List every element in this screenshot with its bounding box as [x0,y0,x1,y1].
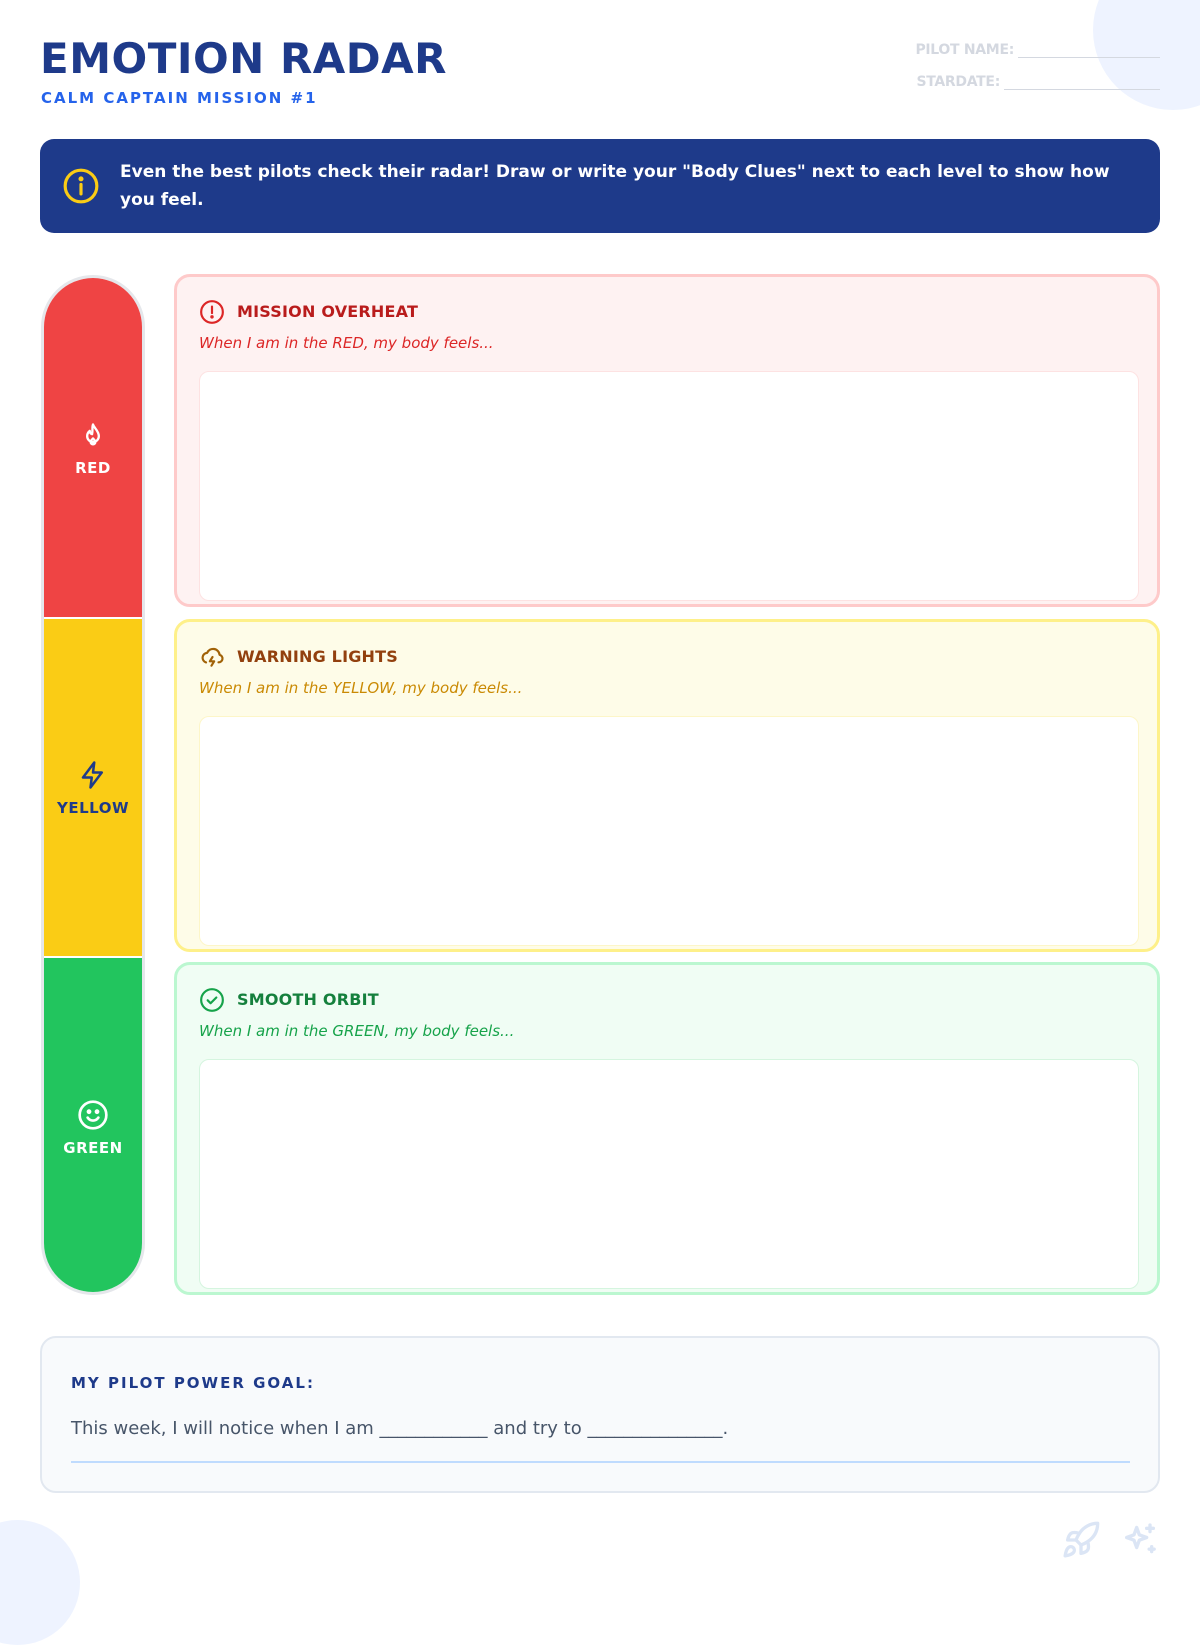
zone-prompt-yellow: When I am in the YELLOW, my body feels... [199,679,523,697]
yellow-response-area[interactable] [199,716,1139,946]
meter-label-green: GREEN [63,1139,123,1157]
lightning-icon [78,759,108,791]
decorative-circle-bottom-left [0,1520,80,1645]
cloud-lightning-icon [199,644,225,670]
info-icon [62,167,100,205]
pilot-name-field[interactable] [915,42,1160,58]
zone-title-green: SMOOTH ORBIT [237,990,379,1009]
zone-prompt-red: When I am in the RED, my body feels... [199,334,494,352]
goal-underline [71,1461,1130,1463]
zone-prompt-green: When I am in the GREEN, my body feels... [199,1022,515,1040]
green-response-area[interactable] [199,1059,1139,1289]
stardate-line[interactable] [1004,77,1160,90]
stardate-field[interactable] [916,74,1160,90]
zone-title-yellow: WARNING LIGHTS [237,647,398,666]
smile-icon [77,1099,109,1131]
zone-card-green [174,962,1160,1295]
alert-circle-icon [199,299,225,325]
goal-heading: MY PILOT POWER GOAL: [71,1374,315,1392]
pilot-name-line[interactable] [1018,45,1160,58]
sparkles-icon [1120,1520,1160,1560]
meter-level-yellow [44,619,142,956]
page-title: EMOTION RADAR [40,34,447,83]
meter-level-green [44,958,142,1295]
instructions-text: Even the best pilots check their radar! Draw or write your "Body Clues" next to each level to show how you feel. [120,162,1110,210]
meter-level-red [44,278,142,617]
zone-card-yellow [174,619,1160,952]
goal-sentence[interactable]: This week, I will notice when I am ____________ and try to _______________. [71,1418,729,1439]
rocket-icon [1061,1520,1101,1560]
pilot-goal-box [40,1336,1160,1493]
flame-icon [79,419,107,451]
page-subtitle: CALM CAPTAIN MISSION #1 [41,89,318,107]
pilot-name-label: PILOT NAME: [915,42,1014,58]
stardate-label: STARDATE: [916,74,1000,90]
emotion-meter [41,275,145,1295]
red-response-area[interactable] [199,371,1139,601]
zone-title-red: MISSION OVERHEAT [237,302,419,321]
meter-label-yellow: YELLOW [57,798,129,817]
check-circle-icon [199,987,225,1013]
zone-card-red [174,274,1160,607]
instructions-banner [40,139,1160,233]
meter-label-red: RED [75,458,111,477]
